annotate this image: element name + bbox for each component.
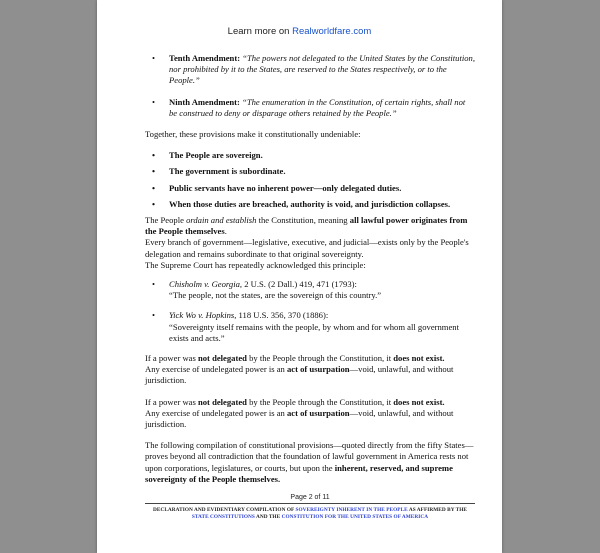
page-number: Page 2 of 11 (290, 494, 330, 501)
amendment-item (145, 97, 475, 119)
learn-more-text: Learn more on (227, 26, 293, 37)
document-page (97, 0, 502, 553)
key-point: • Public servants have no inherent power—only delegated duties. (152, 182, 402, 193)
delegation-paragraph: If a power was not delegated by the People through the Constitution, it does not exist. (145, 353, 445, 364)
bullet-icon: • (152, 53, 156, 63)
case-item (145, 310, 475, 344)
case-item (145, 279, 475, 301)
page-footer (145, 494, 475, 521)
amendment-quote: “The powers not delegated to the United States by the Constitution, nor prohibited by it to the States, are reserved to the States respectively, or to the People.” (169, 53, 475, 86)
usurpation-paragraph: Any exercise of undelegated power is an act of usurpation—void, unlawful, and without jurisdiction. (145, 364, 454, 386)
learn-more-header (97, 26, 502, 37)
delegation-paragraph-repeat: If a power was not delegated by the People through the Constitution, it does not exist. (145, 396, 445, 407)
case-quote: “Sovereignty itself remains with the people, by whom and for whom all government exists and acts.” (169, 321, 459, 343)
amendment-quote: “The enumeration in the Constitution, of certain rights, shall not be construed to deny or disparage others retained by the People.” (169, 96, 466, 118)
bullet-icon: • (152, 150, 156, 161)
case-citation: , 118 U.S. 356, 370 (1886): (234, 310, 329, 321)
bullet-icon: • (152, 279, 156, 290)
key-point: • The government is subordinate. (152, 166, 286, 177)
case-quote: “The people, not the states, are the sovereign of this country.” (169, 290, 382, 301)
footer-divider (145, 503, 475, 504)
bullet-icon: • (152, 310, 156, 321)
amendments-list (145, 53, 475, 119)
case-citation: , 2 U.S. (2 Dall.) 419, 471 (1793): (239, 279, 357, 290)
together-paragraph: Together, these provisions make it constitutionally undeniable: (145, 129, 361, 140)
amendment-name: Ninth Amendment: (169, 96, 240, 107)
branch-paragraph: Every branch of government—legislative, executive, and judicial—exists only by the People's delegation and remains subordinate to that original sovereignty. (145, 237, 469, 259)
ordain-paragraph: The People ordain and establish the Constitution, meaning all lawful power originates from the People themselves. (145, 215, 468, 237)
bullet-icon: • (152, 96, 156, 107)
cases-list (145, 279, 475, 344)
case-name: Yick Wo v. Hopkins (169, 310, 235, 321)
amendment-name: Tenth Amendment: (169, 53, 241, 63)
page-body (145, 53, 475, 485)
footer-declaration: DECLARATION AND EVIDENTIARY COMPILATION OF SOVEREIGNTY INHERENT IN THE PEOPLE AS AFFIRMED BY THE STATE CONSTITUTIONS AND THE CONSTITUTION FOR THE UNITED STATES OF AMERICA (152, 507, 467, 520)
amendment-item (145, 53, 475, 87)
bullet-icon: • (152, 166, 156, 177)
key-points-list (145, 150, 475, 210)
usurpation-paragraph-repeat: Any exercise of undelegated power is an act of usurpation—void, unlawful, and without jurisdiction. (145, 407, 454, 430)
realworldfare-link[interactable]: Realworldfare.com (292, 26, 372, 37)
key-point: • When those duties are breached, authority is void, and jurisdiction collapses. (152, 198, 451, 209)
bullet-icon: • (152, 198, 156, 209)
court-paragraph: The Supreme Court has repeatedly acknowledged this principle: (145, 259, 366, 270)
bullet-icon: • (152, 182, 156, 193)
compilation-paragraph: The following compilation of constitutional provisions—quoted directly from the fifty States—proves beyond all contradiction that the foundation of lawful government in America rests not upon corporations, legislatures, or courts, but upon the inherent, reserved, and supreme sovereignty of the People themselves. (145, 440, 474, 484)
case-name: Chisholm v. Georgia (169, 279, 240, 290)
key-point: • The People are sovereign. (152, 150, 263, 161)
